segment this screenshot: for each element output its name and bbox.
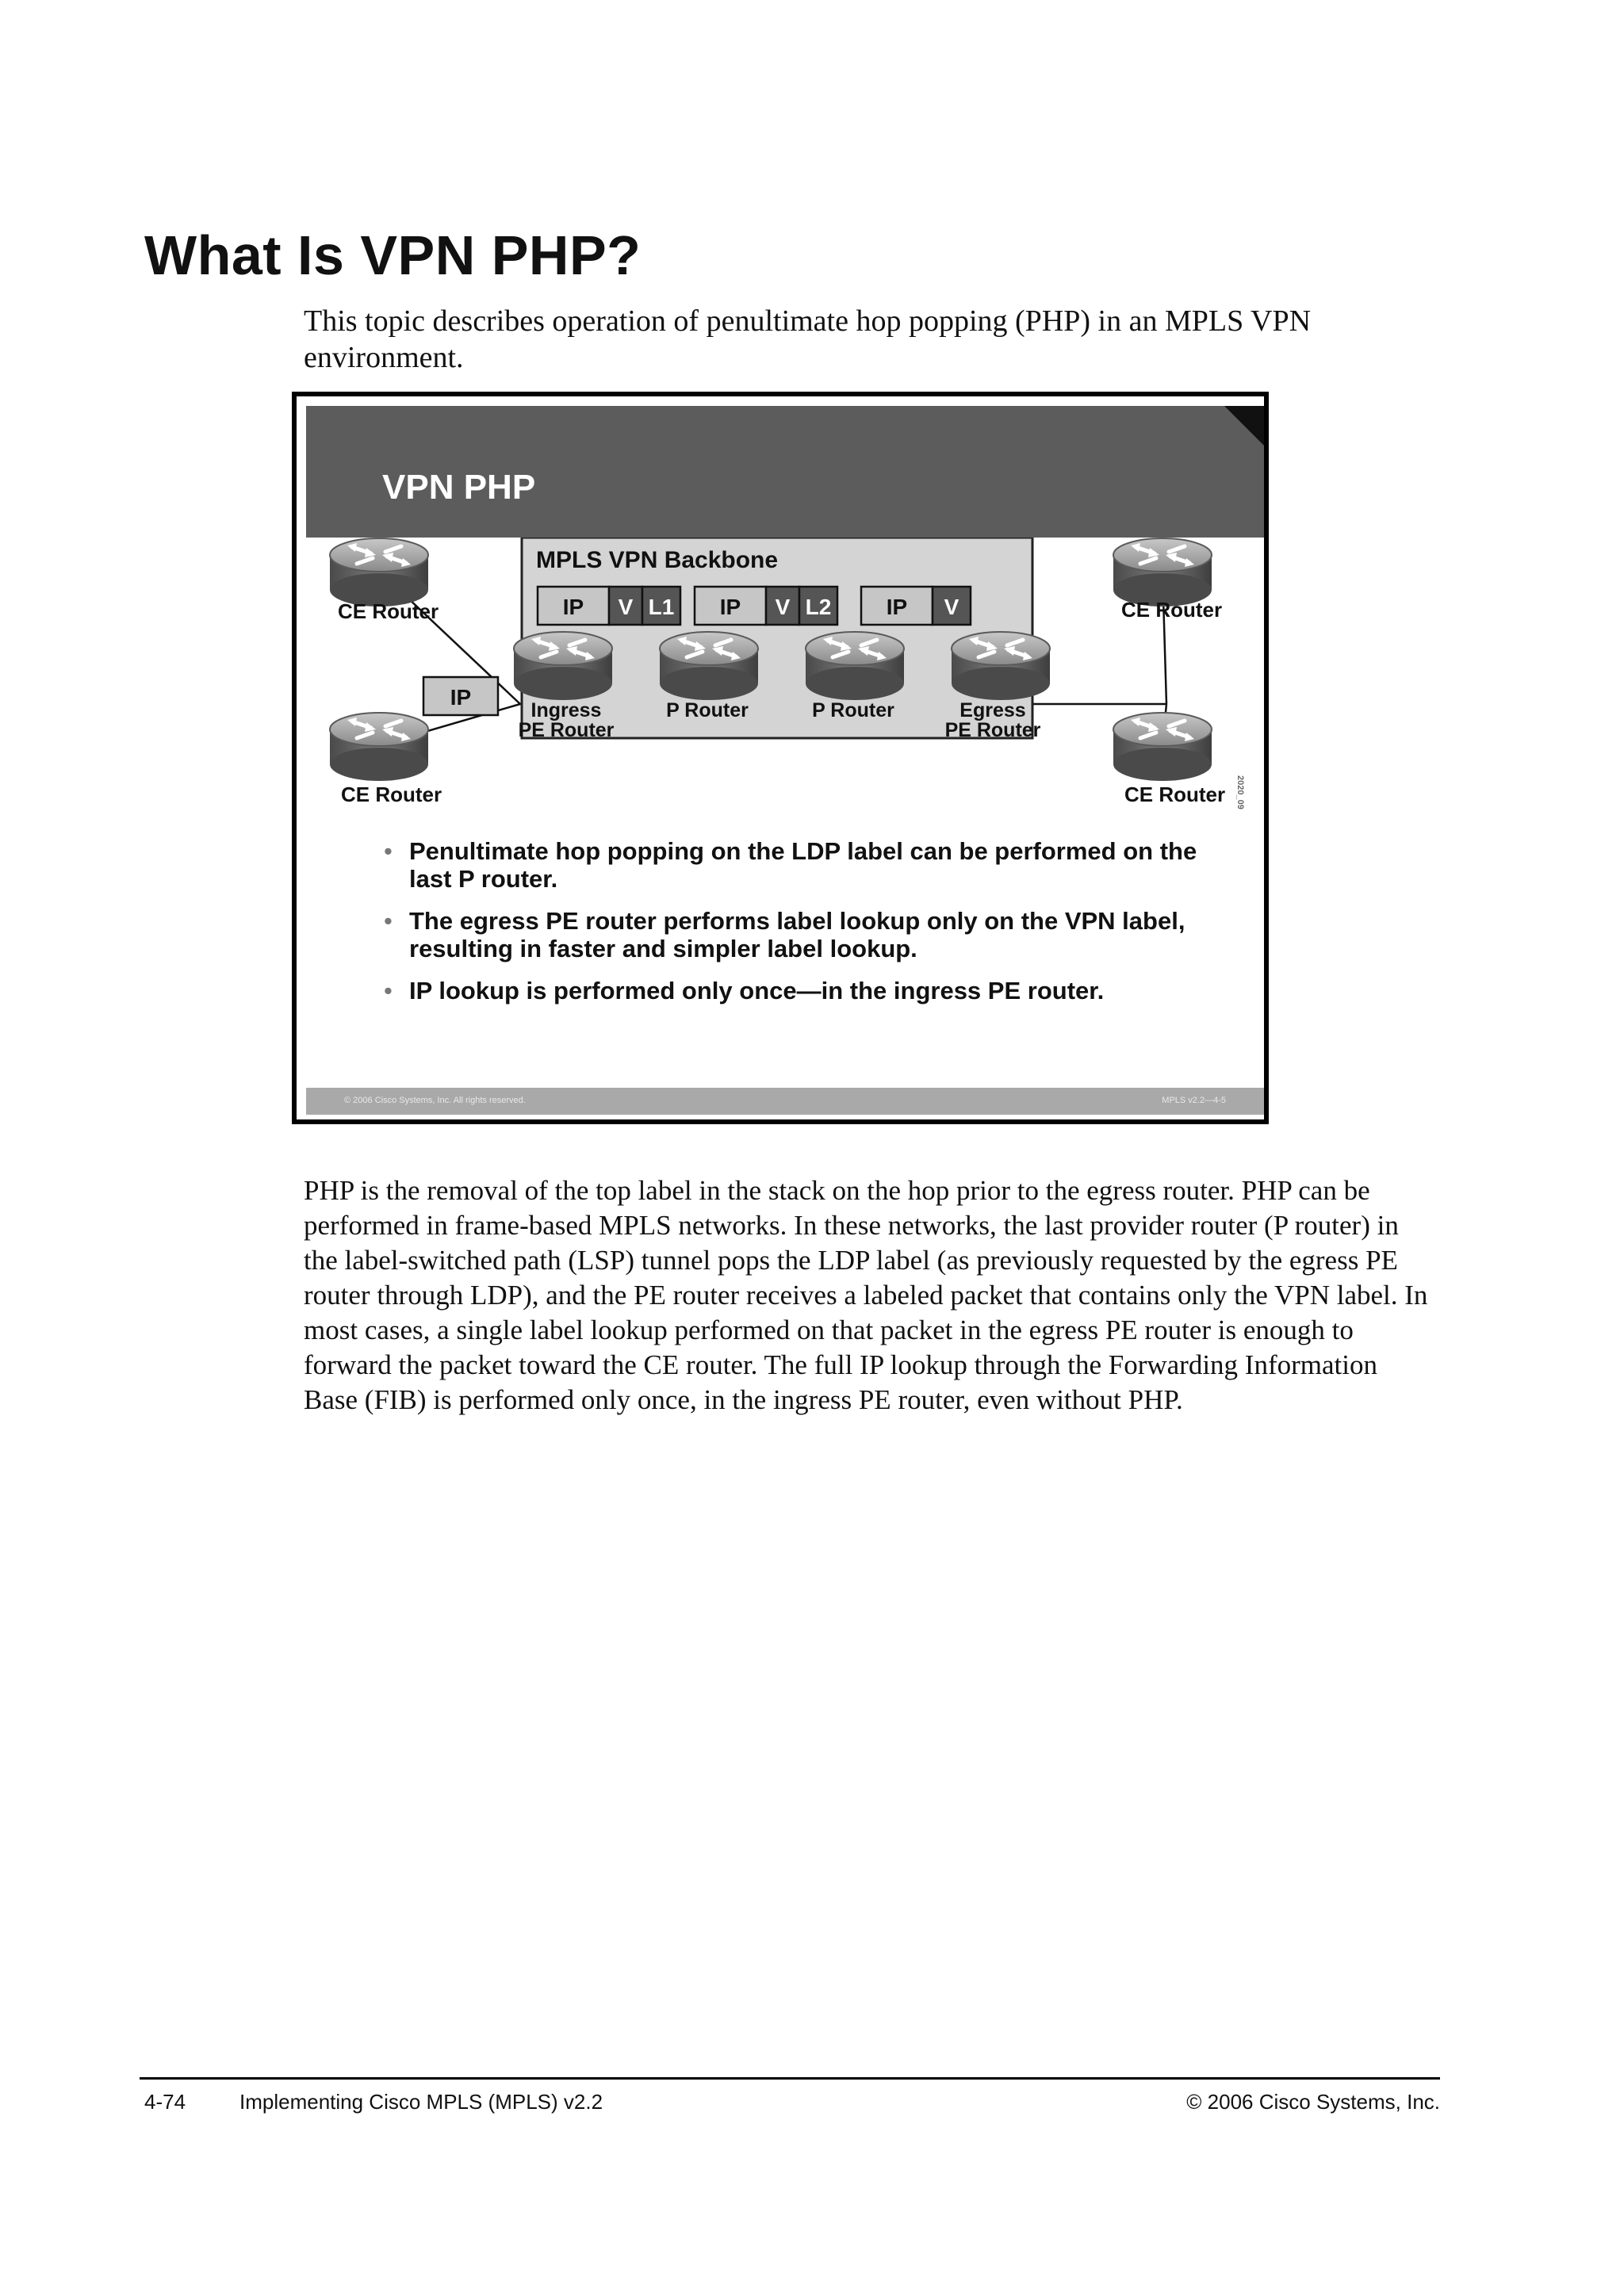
ce-bottom-right-label: CE Router: [1124, 783, 1226, 806]
bullet-item: [384, 907, 1208, 962]
ce-top-right-label: CE Router: [1121, 598, 1223, 622]
slide-bullet-list: [384, 837, 1208, 1019]
packet-2-vpn-label: V: [775, 595, 791, 619]
slide-figure: [292, 392, 1269, 1124]
label-stack-1: [538, 587, 680, 625]
packet-2-ip: IP: [719, 595, 741, 619]
bullet-text: The egress PE router performs label lookup only on the VPN label, resulting in faster and simpler label lookup.: [409, 907, 1185, 962]
ip-packet-label: IP: [450, 685, 472, 710]
ingress-label-line2: PE Router: [518, 719, 615, 741]
ce-top-left-label: CE Router: [338, 599, 439, 623]
slide-header: [306, 406, 1264, 538]
footer-rule: [140, 2077, 1440, 2080]
packet-3-vpn-label: V: [944, 595, 959, 619]
ce-router-top-right-icon: [1113, 538, 1212, 607]
bullet-dot: •: [384, 837, 393, 865]
p-router-1-icon: [660, 632, 758, 700]
page-title: What Is VPN PHP?: [144, 224, 642, 286]
egress-label-line2: PE Router: [944, 719, 1041, 741]
footer-page-number: 4-74: [144, 2090, 186, 2114]
label-stack-3: [861, 587, 971, 625]
body-paragraph: PHP is the removal of the top label in the stack on the hop prior to the egress router. PHP can be performed in frame-based MPLS networks. In these networks, the last provider router (P router) in the label-switched path (LSP) tunnel pops the LDP label (as previously requested by the egress PE router through LDP), and the PE router receives a labeled packet that contains only the VPN label. In most cases, a single label lookup performed on that packet in the egress PE router is enough to forward the packet toward the CE router. The full IP lookup through the Forwarding Information Base (FIB) is performed only once, in the ingress PE router, even without PHP.: [304, 1175, 1428, 1415]
packet-1-ip: IP: [562, 595, 584, 619]
ce-router-top-left-icon: [330, 538, 428, 607]
slide-title: VPN PHP: [382, 468, 536, 507]
p-router-2-icon: [806, 632, 904, 700]
p-router-2-label: P Router: [812, 699, 894, 721]
packet-2-ldp-label: L2: [805, 595, 832, 619]
footer-book-title: Implementing Cisco MPLS (MPLS) v2.2: [239, 2090, 603, 2114]
ce-router-bottom-right-icon: [1113, 713, 1212, 781]
ce-bottom-left-label: CE Router: [341, 783, 442, 806]
egress-pe-router-icon: [952, 632, 1050, 700]
ingress-label-line1: Ingress: [530, 699, 602, 721]
slide-copyright: © 2006 Cisco Systems, Inc. All rights reserved.: [344, 1096, 526, 1105]
packet-1-ldp-label: L1: [648, 595, 675, 619]
label-stack-2: [695, 587, 837, 625]
corner-flag: [1224, 406, 1264, 446]
ce-router-bottom-left-icon: [330, 713, 428, 781]
egress-label-line1: Egress: [959, 699, 1026, 721]
bullet-item: [384, 977, 1208, 1004]
network-diagram: [306, 538, 1264, 834]
ingress-pe-router-icon: [514, 632, 612, 700]
packet-3-ip: IP: [886, 595, 908, 619]
p-router-1-label: P Router: [666, 699, 749, 721]
backbone-label: MPLS VPN Backbone: [536, 547, 779, 573]
bullet-dot: •: [384, 977, 393, 1004]
bullet-text: Penultimate hop popping on the LDP label can be performed on the last P router.: [409, 837, 1197, 893]
bullet-text: IP lookup is performed only once—in the ingress PE router.: [409, 977, 1105, 1004]
intro-paragraph: This topic describes operation of penultimate hop popping (PHP) in an MPLS VPN environment.: [304, 304, 1312, 374]
slide-footer: [306, 1088, 1264, 1115]
bullet-dot: •: [384, 907, 393, 935]
figure-code: 2020_09: [1235, 775, 1245, 809]
footer-copyright: © 2006 Cisco Systems, Inc.: [1186, 2090, 1440, 2114]
ip-packet-box: [423, 677, 498, 715]
slide-version: MPLS v2.2—4-5: [1162, 1096, 1226, 1105]
bullet-item: [384, 837, 1208, 893]
packet-1-vpn-label: V: [618, 595, 634, 619]
